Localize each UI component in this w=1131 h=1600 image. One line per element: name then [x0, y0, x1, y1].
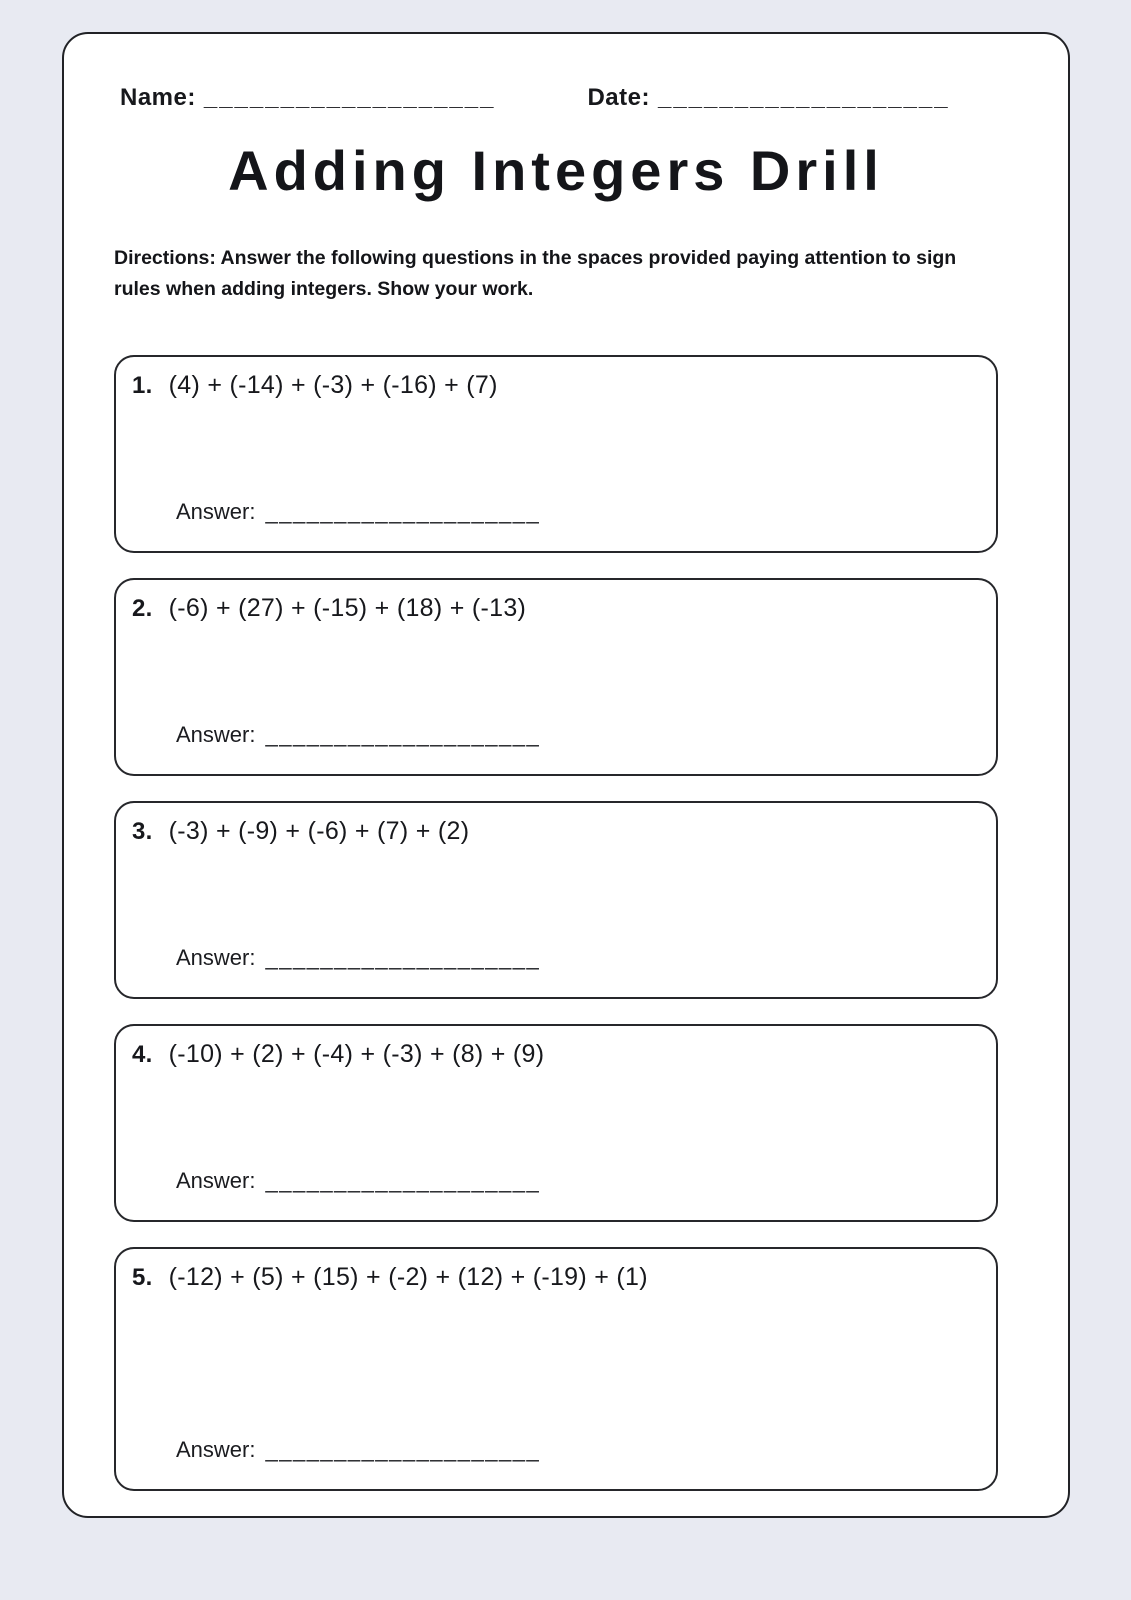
answer-row: [176, 945, 976, 971]
problems-list: [114, 355, 998, 1491]
problem-number: 4.: [132, 1041, 153, 1069]
problem-box-1: [114, 355, 998, 553]
answer-row: [176, 1168, 976, 1194]
problem-row: [132, 1263, 976, 1292]
answer-row: [176, 499, 976, 525]
page-title: Adding Integers Drill: [228, 139, 884, 202]
directions-text: Directions: Answer the following questions in the spaces provided paying attention to sign rules when adding integers. Show your work.: [114, 247, 957, 301]
problem-number: 1.: [132, 372, 153, 400]
problem-number: 5.: [132, 1264, 153, 1292]
problem-expression: (4) + (-14) + (-3) + (-16) + (7): [168, 371, 498, 400]
answer-label: Answer:: [176, 499, 256, 525]
problem-expression: (-10) + (2) + (-4) + (-3) + (8) + (9): [168, 1040, 545, 1069]
problem-box-3: [114, 801, 998, 999]
problem-expression: (-3) + (-9) + (-6) + (7) + (2): [168, 817, 470, 846]
date-blank-line[interactable]: ___________________: [657, 84, 950, 111]
worksheet-page: [62, 32, 1070, 1518]
problem-number: 3.: [132, 818, 153, 846]
problem-box-4: [114, 1024, 998, 1222]
problem-row: [132, 371, 976, 400]
problem-row: [132, 1040, 976, 1069]
problem-row: [132, 817, 976, 846]
name-date-row: [120, 84, 998, 112]
answer-label: Answer:: [176, 1168, 256, 1194]
problem-number: 2.: [132, 595, 153, 623]
answer-label: Answer:: [176, 945, 256, 971]
answer-blank-line[interactable]: ____________________: [265, 722, 541, 748]
date-label: Date:: [587, 84, 650, 111]
answer-blank-line[interactable]: ____________________: [265, 499, 541, 525]
answer-blank-line[interactable]: ____________________: [265, 1168, 541, 1194]
answer-row: [176, 1437, 976, 1463]
problem-expression: (-6) + (27) + (-15) + (18) + (-13): [168, 594, 527, 623]
answer-label: Answer:: [176, 722, 256, 748]
name-label: Name:: [120, 84, 196, 111]
problem-row: [132, 594, 976, 623]
problem-box-5: [114, 1247, 998, 1491]
answer-blank-line[interactable]: ____________________: [265, 1437, 541, 1463]
problem-box-2: [114, 578, 998, 776]
date-field: [587, 84, 949, 112]
answer-label: Answer:: [176, 1437, 256, 1463]
name-blank-line[interactable]: ___________________: [203, 84, 496, 111]
name-field: [120, 84, 495, 112]
answer-row: [176, 722, 976, 748]
answer-blank-line[interactable]: ____________________: [265, 945, 541, 971]
problem-expression: (-12) + (5) + (15) + (-2) + (12) + (-19) + (1): [168, 1263, 648, 1292]
